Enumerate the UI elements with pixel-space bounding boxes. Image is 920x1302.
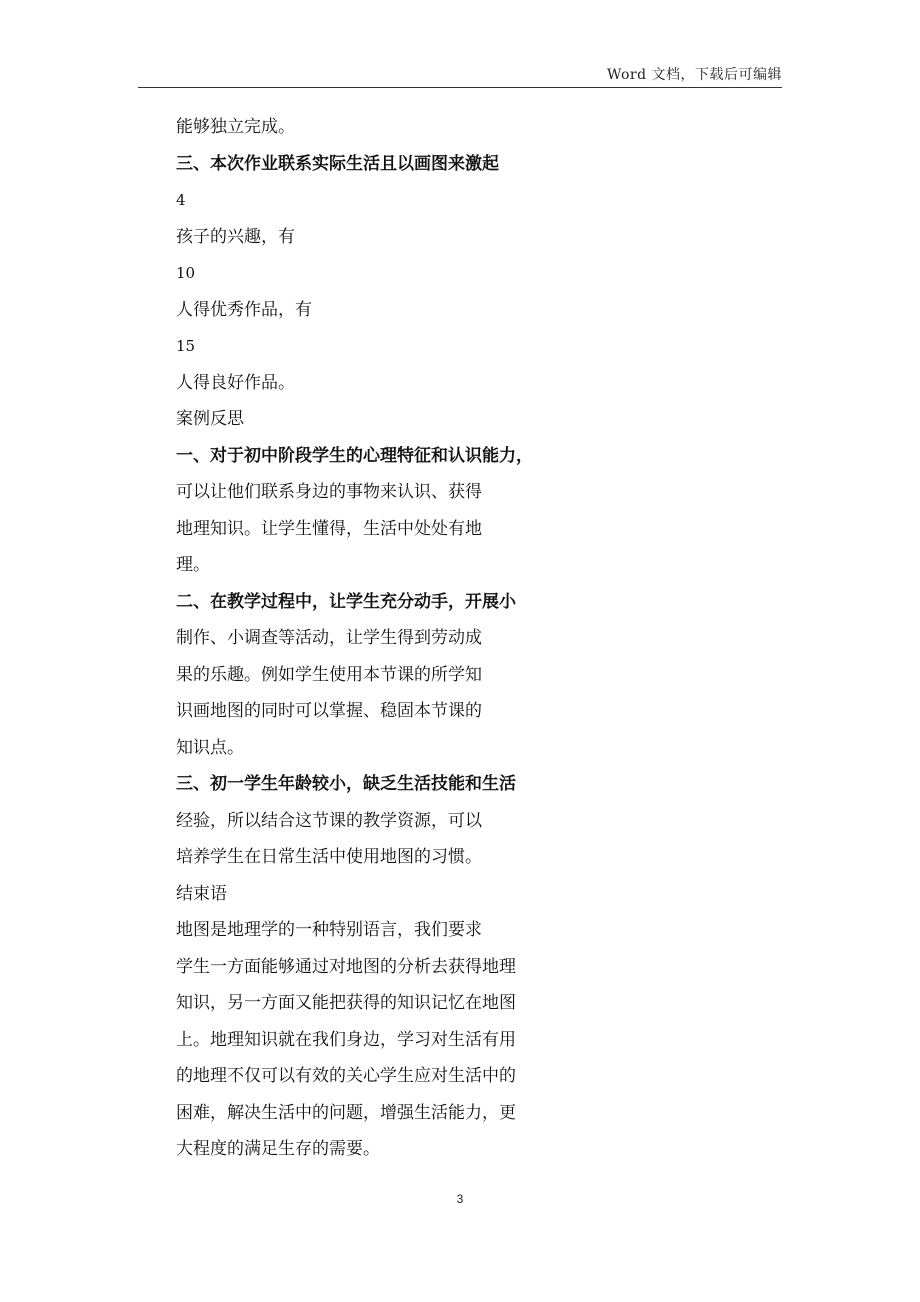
- text-line: 知识点。: [176, 737, 244, 758]
- text-line: 结束语: [176, 883, 227, 904]
- text-line: 孩子的兴趣，有: [176, 226, 295, 247]
- text-line: 大程度的满足生存的需要。: [176, 1139, 380, 1159]
- text-line: 理。: [176, 555, 210, 575]
- text-line: 案例反思: [176, 409, 244, 429]
- text-line: 10: [176, 264, 196, 282]
- section-heading: 三、本次作业联系实际生活且以画图来激起: [176, 153, 499, 174]
- document-body: [176, 116, 596, 1175]
- text-line: 人得优秀作品，有: [176, 299, 312, 320]
- text-line: 能够独立完成。: [176, 117, 295, 137]
- page-number: 3: [456, 1192, 464, 1206]
- section-heading: 二、在教学过程中，让学生充分动手，开展小: [176, 591, 516, 612]
- text-line: 果的乐趣。例如学生使用本节课的所学知: [176, 664, 482, 685]
- text-line: 知识，另一方面又能把获得的知识记忆在地图: [176, 993, 516, 1013]
- text-line: 制作、小调查等活动，让学生得到劳动成: [176, 628, 482, 648]
- text-line: 学生一方面能够通过对地图的分析去获得地理: [176, 956, 516, 977]
- text-line: 上。地理知识就在我们身边，学习对生活有用: [176, 1029, 516, 1050]
- text-line: 15: [176, 337, 196, 355]
- text-line: 可以让他们联系身边的事物来认识、获得: [176, 482, 482, 502]
- text-line: 经验，所以结合这节课的教学资源，可以: [176, 810, 482, 831]
- page-header: Word 文档，下载后可编辑: [607, 67, 782, 83]
- text-line: 人得良好作品。: [176, 372, 295, 393]
- text-line: 4: [176, 191, 186, 209]
- text-line: 困难，解决生活中的问题，增强生活能力，更: [176, 1102, 516, 1123]
- header-divider: [138, 87, 782, 88]
- section-heading: 一、对于初中阶段学生的心理特征和认识能力，: [176, 445, 533, 466]
- text-line: 的地理不仅可以有效的关心学生应对生活中的: [176, 1066, 516, 1086]
- section-heading: 三、初一学生年龄较小，缺乏生活技能和生活: [176, 774, 516, 794]
- text-line: 培养学生在日常生活中使用地图的习惯。: [176, 847, 482, 867]
- text-line: 地理知识。让学生懂得，生活中处处有地: [176, 518, 482, 539]
- text-line: 地图是地理学的一种特别语言，我们要求: [176, 920, 482, 940]
- text-line: 识画地图的同时可以掌握、稳固本节课的: [176, 701, 482, 721]
